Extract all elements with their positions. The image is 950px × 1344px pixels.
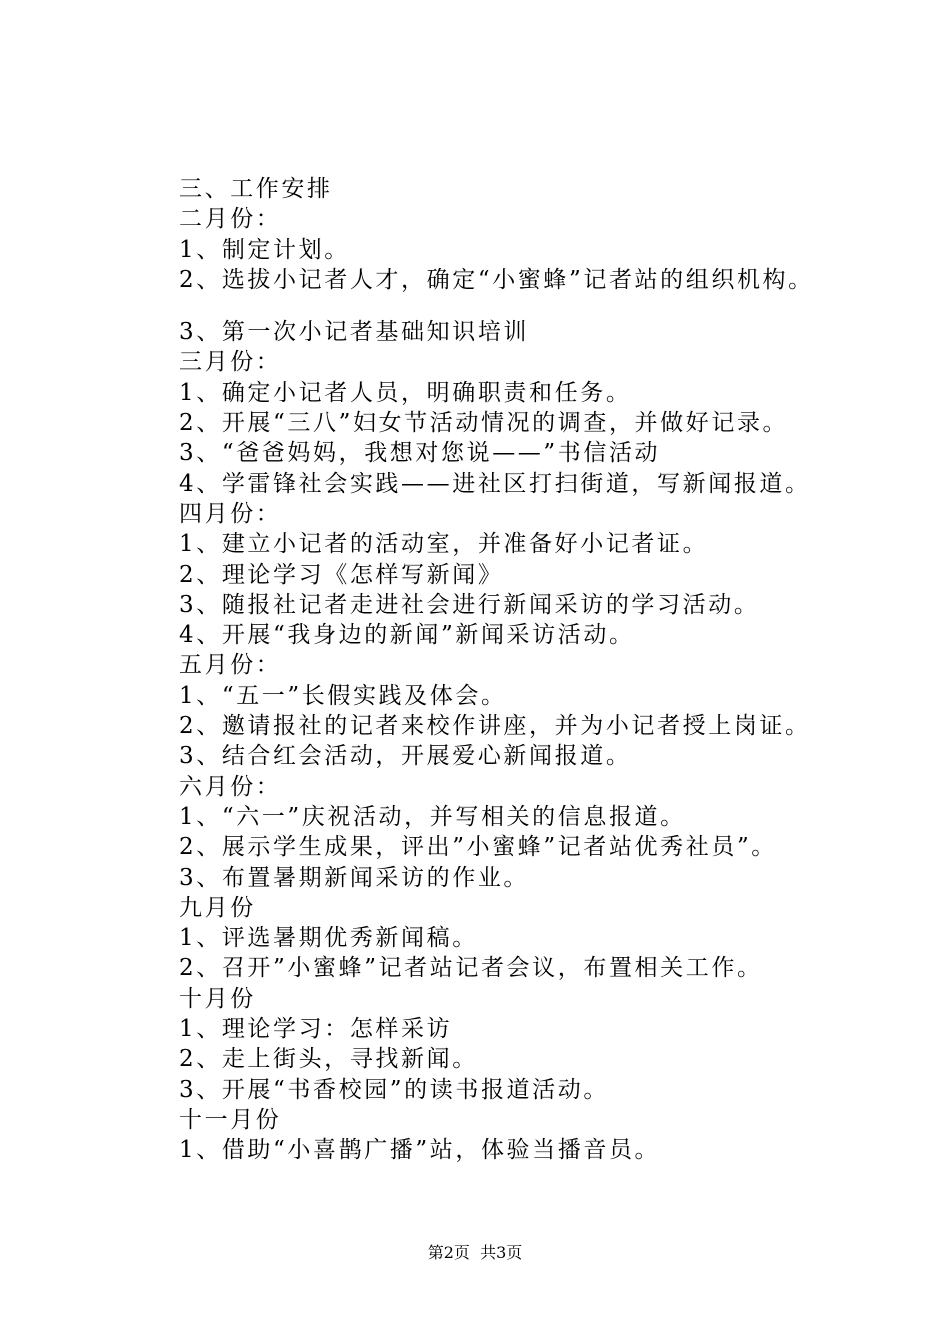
list-item: 1、确定小记者人员，明确职责和任务。 [179,379,632,406]
list-item: 3、开展“书香校园”的读书报道活动。 [179,1076,609,1103]
list-item: 4、学雷锋社会实践——进社区打扫街道，写新闻报道。 [179,470,811,497]
list-item: 4、开展“我身边的新闻”新闻采访活动。 [179,622,635,649]
list-item: 3、第一次小记者基础知识培训 [179,319,530,346]
list-item: 2、开展“三八”妇女节活动情况的调查，并做好记录。 [179,410,789,437]
list-item: 1、“六一”庆祝活动，并写相关的信息报道。 [179,803,686,830]
list-item: 1、理论学习：怎样采访 [179,1016,453,1043]
list-item: 1、“五一”长假实践及体会。 [179,682,507,709]
list-item: 2、展示学生成果，评出”小蜜蜂”记者站优秀社员”。 [179,834,777,861]
month-heading-jun: 六月份： [179,773,282,800]
month-heading-apr: 四月份： [179,500,282,527]
list-item: 2、召开”小蜜蜂”记者站记者会议，布置相关工作。 [179,955,763,982]
list-item: 2、邀请报社的记者来校作讲座，并为小记者授上岗证。 [179,713,811,740]
list-item: 3、布置暑期新闻采访的作业。 [179,864,530,891]
list-item: 3、随报社记者走进社会进行新闻采访的学习活动。 [179,591,760,618]
list-item: 2、选拔小记者人才，确定“小蜜蜂”记者站的组织机构。 [179,266,814,293]
month-heading-sep: 九月份 [179,894,256,921]
list-item: 1、建立小记者的活动室，并准备好小记者证。 [179,531,709,558]
section-heading: 三、工作安排 [179,176,333,202]
month-heading-oct: 十月份 [179,985,256,1012]
list-item: 1、借助“小喜鹊广播”站，体验当播音员。 [179,1137,661,1164]
month-heading-mar: 三月份： [179,349,282,376]
list-item: 2、理论学习《怎样写新闻》 [179,561,504,588]
list-item: 3、“爸爸妈妈，我想对您说——”书信活动 [179,440,661,467]
list-item: 1、制定计划。 [179,236,350,263]
document-body [179,174,879,1166]
month-heading-feb: 二月份： [179,206,282,233]
month-heading-may: 五月份： [179,652,282,679]
list-item: 3、结合红会活动，开展爱心新闻报道。 [179,743,632,770]
page-number-footer: 第2页 共3页 [427,1243,523,1262]
list-item: 2、走上街头，寻找新闻。 [179,1046,478,1073]
month-heading-nov: 十一月份 [179,1106,282,1133]
list-item: 1、评选暑期优秀新闻稿。 [179,925,478,952]
